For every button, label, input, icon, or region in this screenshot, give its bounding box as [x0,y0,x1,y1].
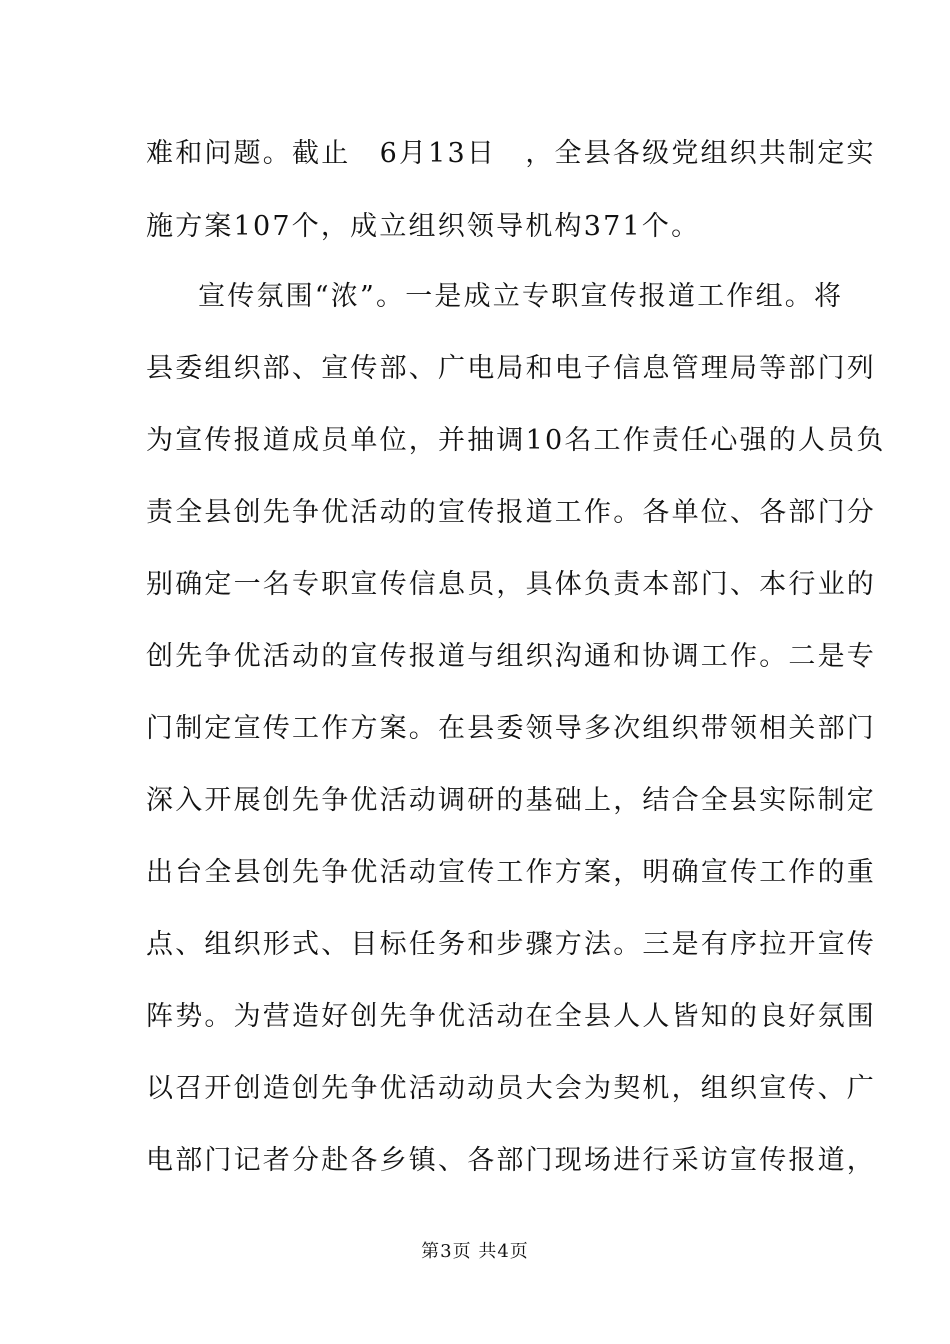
body-line: 创先争优活动的宣传报道与组织沟通和协调工作。二是专 [146,641,876,672]
body-line: 施方案107个，成立组织领导机构371个。 [146,211,701,242]
body-line: 难和问题。截止 6月13日 ，全县各级党组织共制定实 [146,138,876,169]
body-line: 电部门记者分赴各乡镇、各部门现场进行采访宣传报道， [146,1145,876,1176]
body-line: 以召开创造创先争优活动动员大会为契机，组织宣传、广 [146,1073,876,1104]
body-line: 别确定一名专职宣传信息员，具体负责本部门、本行业的 [146,569,876,600]
body-line: 深入开展创先争优活动调研的基础上，结合全县实际制定 [146,785,876,816]
body-line: 点、组织形式、目标任务和步骤方法。三是有序拉开宣传 [146,929,876,960]
body-line: 阵势。为营造好创先争优活动在全县人人皆知的良好氛围 [146,1001,876,1032]
paragraph-first-line: 宣传氛围“浓”。一是成立专职宣传报道工作组。将 [198,281,844,312]
page-footer: 第3页 共4页 [421,1241,529,1262]
body-line: 责全县创先争优活动的宣传报道工作。各单位、各部门分 [146,497,876,528]
body-line: 为宣传报道成员单位，并抽调10名工作责任心强的人员负 [146,425,886,456]
body-line: 门制定宣传工作方案。在县委领导多次组织带领相关部门 [146,713,876,744]
body-line: 出台全县创先争优活动宣传工作方案，明确宣传工作的重 [146,857,876,888]
body-line: 县委组织部、宣传部、广电局和电子信息管理局等部门列 [146,353,876,384]
